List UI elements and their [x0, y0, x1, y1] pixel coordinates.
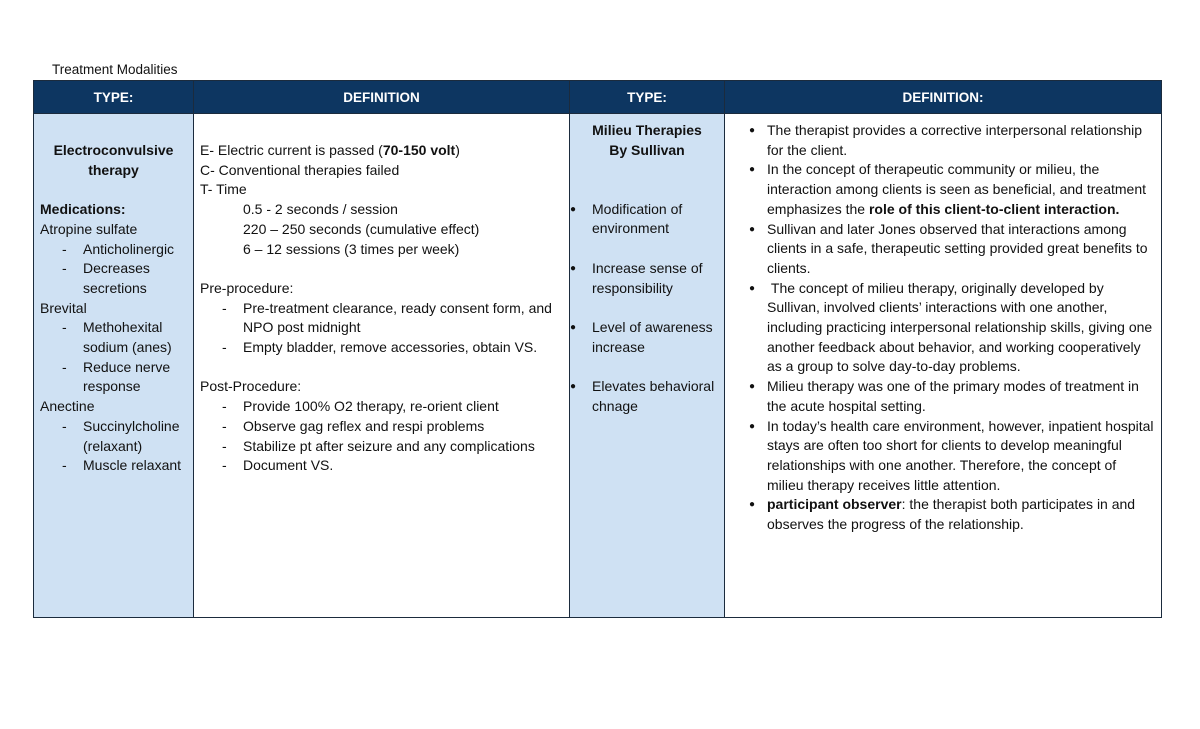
- milieu-name: Milieu Therapies By Sullivan: [592, 122, 702, 158]
- time-item: 0.5 - 2 seconds / session: [243, 201, 398, 218]
- header-row: [34, 81, 1162, 114]
- spacer: [570, 298, 720, 318]
- post-procedure-item: - Observe gag reflex and respi problems: [200, 417, 563, 437]
- spacer: [570, 357, 720, 377]
- ect-type-cell: [34, 114, 194, 618]
- milieu-def-text: In the concept of therapeutic community or milieu, the interaction among clients is seen as beneficial, and treatment emphasizes the: [767, 161, 1146, 217]
- header-type-2: TYPE:: [570, 81, 725, 114]
- ect-e-suffix: ): [455, 142, 460, 158]
- header-definition-1: DEFINITION: [194, 81, 570, 114]
- med-note: - Reduce nerve response: [40, 358, 187, 397]
- med-name: Brevital: [40, 299, 87, 316]
- post-procedure-item: - Stabilize pt after seizure and any complications: [200, 437, 563, 457]
- document-title: Treatment Modalities: [52, 62, 178, 77]
- milieu-def-bullet: ● The therapist provides a corrective interpersonal relationship for the client.: [725, 121, 1155, 160]
- med-note: - Succinylcholine (relaxant): [40, 417, 187, 456]
- ect-definition-cell: [194, 114, 570, 618]
- milieu-def-emphasis: role of this client-to-client interaction.: [868, 200, 1120, 217]
- ect-t-line: T- Time: [200, 181, 247, 198]
- spacer: [570, 239, 720, 259]
- ect-e-prefix: E- Electric current is passed (: [200, 142, 383, 158]
- pre-procedure-item: - Empty bladder, remove accessories, obtain VS.: [200, 338, 563, 358]
- ect-voltage: 70-150 volt: [382, 142, 456, 158]
- post-procedure-item: - Document VS.: [200, 456, 563, 476]
- med-note: - Muscle relaxant: [40, 456, 187, 476]
- milieu-item: ● Modification of environment: [570, 200, 720, 239]
- milieu-item: ● Increase sense of responsibility: [570, 259, 720, 298]
- milieu-def-bullet: [725, 160, 1155, 219]
- milieu-def-bullet: [725, 495, 1155, 534]
- milieu-item: ● Elevates behavioral chnage: [570, 377, 720, 416]
- milieu-item: ● Level of awareness increase: [570, 318, 720, 357]
- header-definition-2: DEFINITION:: [725, 81, 1162, 114]
- medications-label: Medications:: [40, 201, 126, 218]
- milieu-def-bullet: ● Milieu therapy was one of the primary modes of treatment in the acute hospital setting.: [725, 377, 1155, 416]
- milieu-definition-cell: [725, 114, 1162, 618]
- participant-observer-term: participant observer: [767, 496, 902, 513]
- post-procedure-item: - Provide 100% O2 therapy, re-orient client: [200, 397, 563, 417]
- med-note: - Methohexital sodium (anes): [40, 318, 187, 357]
- content-row: [34, 114, 1162, 618]
- ect-e-line: [200, 141, 563, 161]
- pre-procedure-label: Pre-procedure:: [200, 279, 294, 296]
- med-note: - Anticholinergic: [40, 240, 187, 260]
- ect-c-line: C- Conventional therapies failed: [200, 161, 400, 178]
- med-name: Anectine: [40, 398, 95, 415]
- time-item: 220 – 250 seconds (cumulative effect): [243, 220, 480, 237]
- milieu-def-bullet: ● Sullivan and later Jones observed that interactions among clients in a safe, therapeutic setting provided great benefits to clients.: [725, 220, 1155, 279]
- header-type-1: TYPE:: [34, 81, 194, 114]
- post-procedure-label: Post-Procedure:: [200, 378, 302, 395]
- milieu-type-cell: [570, 114, 725, 618]
- med-name: Atropine sulfate: [40, 220, 138, 237]
- milieu-def-bullet: ● In today’s health care environment, however, inpatient hospital stays are often too short for clients to develop meaningful relationships with one another. Therefore, the concept of milieu therapy receives little attention.: [725, 417, 1155, 496]
- ect-name: Electroconvulsive therapy: [53, 142, 174, 178]
- pre-procedure-item: - Pre-treatment clearance, ready consent form, and NPO post midnight: [200, 299, 563, 338]
- treatment-table: [33, 80, 1162, 618]
- time-item: 6 – 12 sessions (3 times per week): [243, 240, 460, 257]
- milieu-def-bullet: ● The concept of milieu therapy, originally developed by Sullivan, involved clients’ interactions with one another, including practicing interpersonal relationship skills, giving one another feedback about behavior, and working cooperatively as a group to solve day-to-day problems.: [725, 279, 1155, 378]
- milieu-def-text: : the therapist both participates in and observes the progress of the relationship.: [767, 496, 1136, 533]
- med-note: - Decreases secretions: [40, 259, 187, 298]
